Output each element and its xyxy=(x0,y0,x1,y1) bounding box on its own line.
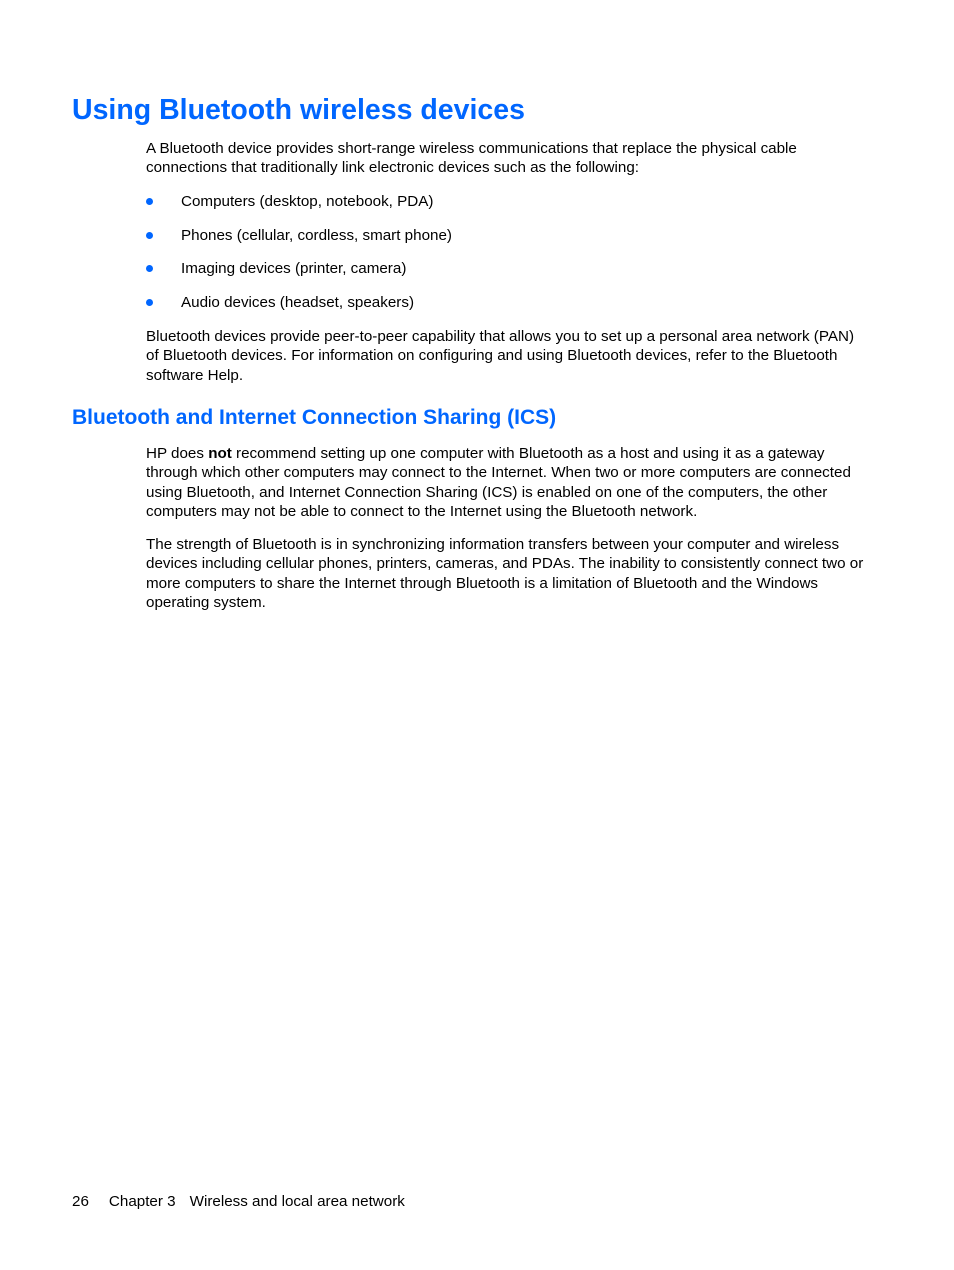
bullet-icon xyxy=(146,232,153,239)
device-list xyxy=(146,192,870,327)
list-item-text: Imaging devices (printer, camera) xyxy=(181,260,407,278)
bullet-icon xyxy=(146,198,153,205)
list-item-text: Computers (desktop, notebook, PDA) xyxy=(181,193,434,210)
pan-paragraph: Bluetooth devices provide peer-to-peer capability that allows you to set up a personal area network (PAN) of Bluetooth devices. For information on configuring and using Bluetooth devices, refer to the Bluetooth software Help. xyxy=(146,328,855,384)
list-item xyxy=(146,226,870,260)
list-item xyxy=(146,259,870,293)
page-title: Using Bluetooth wireless devices xyxy=(72,94,525,126)
ics-text-before: HP does xyxy=(146,445,209,462)
list-item-text: Audio devices (headset, speakers) xyxy=(181,294,415,312)
ics-paragraph xyxy=(146,444,870,521)
chapter-title: Wireless and local area network xyxy=(189,1193,405,1210)
list-item xyxy=(146,293,870,327)
list-item-text: Phones (cellular, cordless, smart phone) xyxy=(181,226,452,244)
strength-paragraph: The strength of Bluetooth is in synchronizing information transfers between your computer and wireless devices including cellular phones, printers, cameras, and PDAs. The inability to consistently connect two or more computers to share the Internet through Bluetooth is a limitation of Bluetooth and the Windows operating system. xyxy=(146,536,864,611)
ics-emphasis: not xyxy=(208,445,232,462)
intro-paragraph: A Bluetooth device provides short-range wireless communications that replace the physical cable connections that traditionally link electronic devices such as the following: xyxy=(146,140,797,177)
ics-text-after: recommend setting up one computer with Bluetooth as a host and using it as a gateway through which other computers may connect to the Internet. When two or more computers are connected using Bluetooth, and Internet Connection Sharing (ICS) is enabled on one of the computers, the other computers may not be able to connect to the Internet using the Bluetooth network. xyxy=(146,445,851,520)
bullet-icon xyxy=(146,299,153,306)
page-number: 26 xyxy=(72,1193,89,1210)
page-footer xyxy=(72,1192,405,1212)
bullet-icon xyxy=(146,265,153,272)
chapter-label: Chapter 3 xyxy=(108,1193,176,1210)
section-heading: Bluetooth and Internet Connection Sharing (ICS) xyxy=(72,406,557,429)
list-item xyxy=(146,192,870,226)
